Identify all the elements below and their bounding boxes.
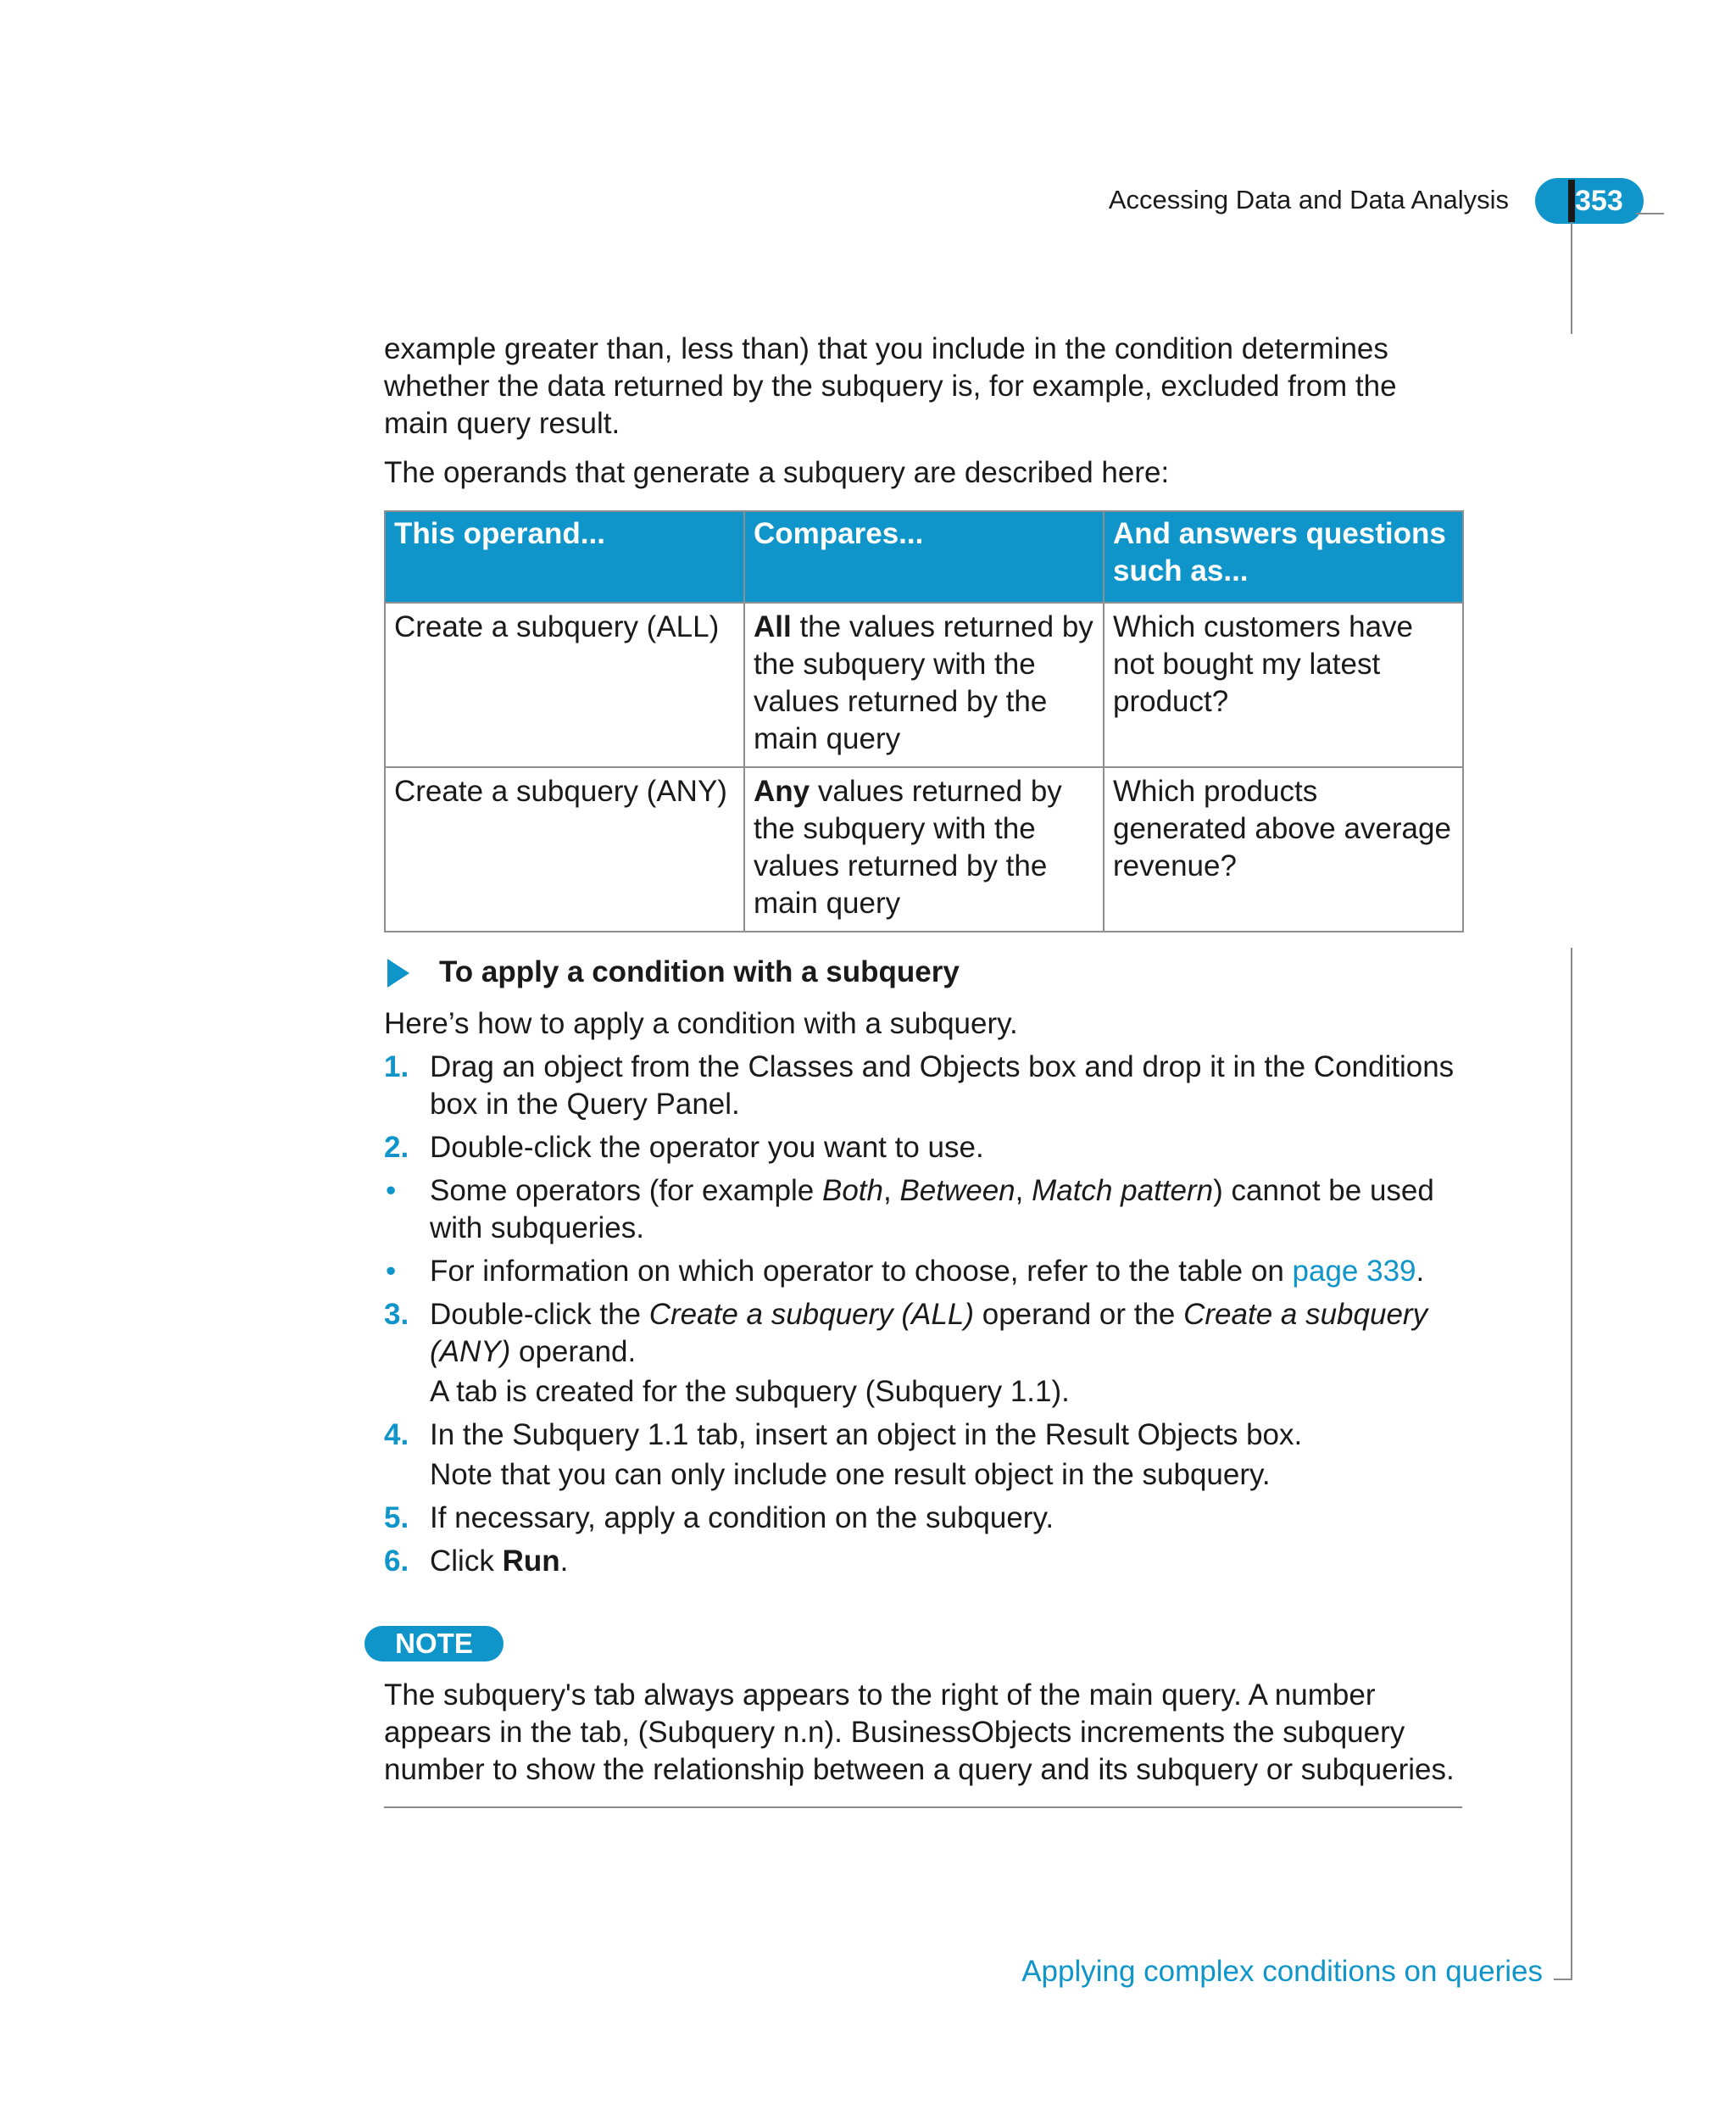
step-3 bbox=[384, 1296, 1465, 1371]
bullet-text: . bbox=[1416, 1255, 1425, 1288]
procedure-arrow-icon bbox=[387, 959, 409, 988]
table-row bbox=[385, 603, 1463, 767]
table-header-row bbox=[385, 511, 1463, 603]
step-number: 2. bbox=[384, 1131, 409, 1164]
operands-table bbox=[384, 510, 1464, 932]
step-text: Double-click the bbox=[430, 1298, 649, 1331]
bullet-icon: • bbox=[386, 1174, 397, 1207]
step-text: Click bbox=[430, 1545, 503, 1578]
note-badge: NOTE bbox=[364, 1626, 504, 1661]
operator-between: Between bbox=[899, 1174, 1015, 1207]
step-3-result: A tab is created for the subquery (Subquery 1.1). bbox=[430, 1375, 1070, 1408]
step-4 bbox=[384, 1417, 1465, 1454]
footer-section-title: Applying complex conditions on queries bbox=[1021, 1955, 1543, 1988]
header-rule bbox=[1636, 213, 1664, 214]
step-text: operand or the bbox=[974, 1298, 1184, 1331]
step-6 bbox=[384, 1543, 1465, 1580]
step-text: operand. bbox=[510, 1335, 637, 1368]
note-text: The subquery's tab always appears to the right of the main query. A number appears in the tab, (Subquery n.n). BusinessObjects increments the subquery number to show the relationship between a query and its subquery or subqueries. bbox=[384, 1678, 1455, 1786]
run-label: Run bbox=[502, 1545, 560, 1578]
step-text: If necessary, apply a condition on the subquery. bbox=[430, 1501, 1054, 1534]
procedure-intro: Here’s how to apply a condition with a subquery. bbox=[384, 1007, 1018, 1040]
bullet-icon: • bbox=[386, 1255, 397, 1288]
separator: , bbox=[1015, 1174, 1032, 1207]
margin-rule-top bbox=[1571, 222, 1572, 334]
intro-paragraph: example greater than, less than) that you include in the condition determines whether the data returned by the subquery is, for example, excluded from the main query result. bbox=[384, 332, 1397, 440]
compares-keyword: Any bbox=[754, 775, 810, 808]
step-5 bbox=[384, 1500, 1465, 1537]
running-head: Accessing Data and Data Analysis bbox=[1108, 185, 1509, 214]
separator: , bbox=[882, 1174, 900, 1207]
step-2 bbox=[384, 1129, 1465, 1166]
step-number: 4. bbox=[384, 1418, 409, 1451]
step-4-result: Note that you can only include one result object in the subquery. bbox=[430, 1458, 1271, 1491]
table-header-compares: Compares... bbox=[744, 511, 1104, 603]
bullet-operators-note bbox=[384, 1172, 1465, 1247]
step-text: . bbox=[559, 1545, 569, 1578]
operator-both: Both bbox=[821, 1174, 883, 1207]
step-text: Double-click the operator you want to use. bbox=[430, 1131, 984, 1164]
table-cell-question: Which customers have not bought my latest product? bbox=[1104, 603, 1463, 767]
step-number: 6. bbox=[384, 1545, 409, 1578]
procedure-title: To apply a condition with a subquery bbox=[439, 955, 960, 988]
compares-keyword: All bbox=[754, 610, 792, 643]
note-rule bbox=[384, 1806, 1462, 1808]
table-cell-operand: Create a subquery (ALL) bbox=[385, 603, 744, 767]
operand-all: Create a subquery (ALL) bbox=[648, 1298, 974, 1331]
footer-rule bbox=[1554, 1979, 1572, 1980]
table-header-questions: And answers questions such as... bbox=[1104, 511, 1463, 603]
step-1 bbox=[384, 1049, 1465, 1123]
table-header-operand: This operand... bbox=[385, 511, 744, 603]
table-cell-compares bbox=[744, 767, 1104, 932]
table-cell-compares bbox=[744, 603, 1104, 767]
step-text: In the Subquery 1.1 tab, insert an object in the Result Objects box. bbox=[430, 1418, 1303, 1451]
bullet-text: Some operators (for example bbox=[430, 1174, 822, 1207]
page-339-link[interactable]: page 339 bbox=[1292, 1255, 1416, 1288]
operator-match-pattern: Match pattern bbox=[1032, 1174, 1214, 1207]
table-cell-operand: Create a subquery (ANY) bbox=[385, 767, 744, 932]
bullet-text: For information on which operator to choose, refer to the table on bbox=[430, 1255, 1293, 1288]
margin-rule-bottom bbox=[1571, 948, 1572, 1980]
compares-text: the values returned by the subquery with the values returned by the main query bbox=[754, 610, 1093, 755]
operand-any: Create a subquery (ANY) bbox=[430, 1298, 1428, 1368]
bullet-text: ) cannot be used with subqueries. bbox=[430, 1174, 1434, 1244]
table-lead-in: The operands that generate a subquery are described here: bbox=[384, 456, 1170, 489]
procedure-steps bbox=[384, 1049, 1465, 1586]
step-number: 1. bbox=[384, 1050, 409, 1083]
table-row bbox=[385, 767, 1463, 932]
bullet-operator-reference bbox=[384, 1253, 1465, 1290]
step-number: 5. bbox=[384, 1501, 409, 1534]
step-text: Drag an object from the Classes and Objects box and drop it in the Conditions box in the Query Panel. bbox=[430, 1050, 1455, 1121]
step-number: 3. bbox=[384, 1298, 409, 1331]
table-cell-question: Which products generated above average revenue? bbox=[1104, 767, 1463, 932]
page-number-divider bbox=[1568, 180, 1575, 222]
compares-text: values returned by the subquery with the values returned by the main query bbox=[754, 775, 1062, 920]
page-number: 353 bbox=[1575, 185, 1623, 217]
